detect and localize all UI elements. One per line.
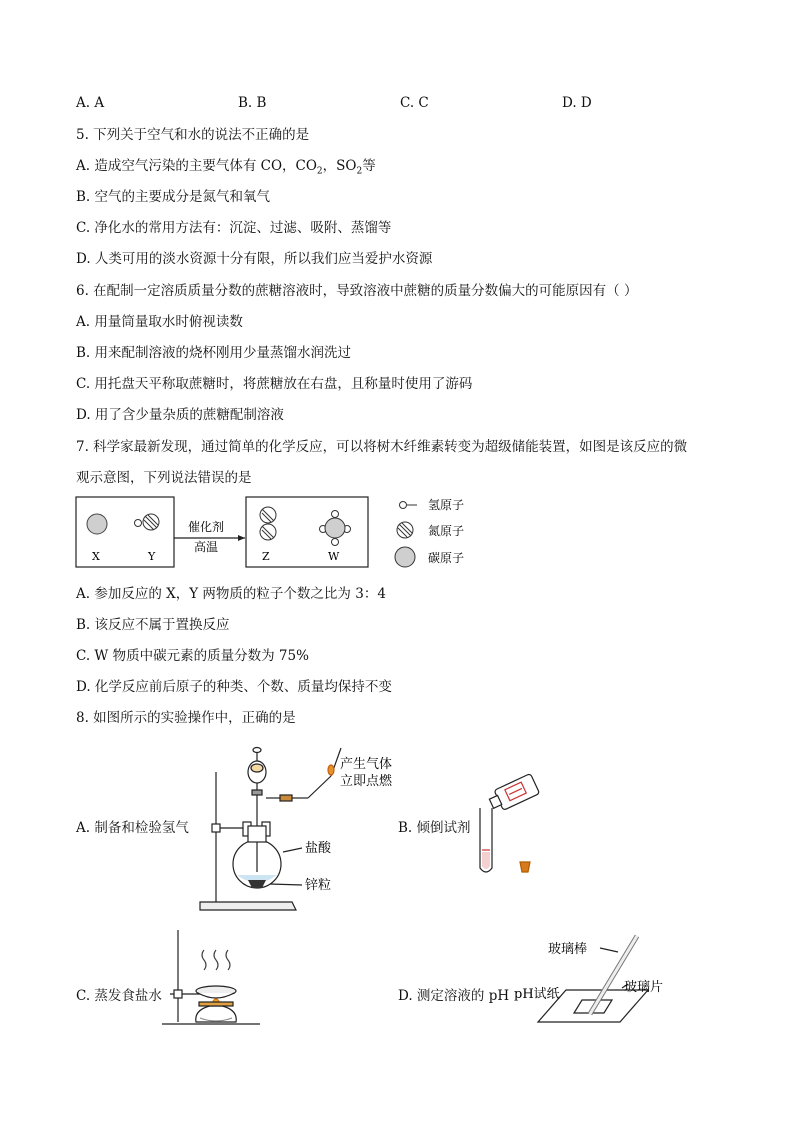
option-d: D. D <box>562 95 592 111</box>
label-glass-plate: 玻璃片 <box>624 980 664 995</box>
label-gas-line1: 产生气体 <box>340 757 393 772</box>
q7-option-b: B. 该反应不属于置换反应 <box>76 617 230 633</box>
svg-text:氢原子: 氢原子 <box>428 498 465 512</box>
q8-option-d: D. 测定溶液的 pH <box>398 988 510 1004</box>
label-x: X <box>92 550 100 563</box>
q5-option-a: A. 造成空气污染的主要气体有 CO，$CO_2$，$SO_2$等 <box>76 158 376 177</box>
q6-option-d: D. 用了含少量杂质的蔗糖配制溶液 <box>76 407 284 423</box>
option-c: C. C <box>400 95 429 111</box>
q7-option-c: C. W 物质中碳元素的质量分数为 75% <box>76 648 309 664</box>
q6-option-a: A. 用量筒量取水时俯视读数 <box>76 314 243 330</box>
option-a: A. A <box>76 95 105 111</box>
q7-stem-line2: 观示意图，下列说法错误的是 <box>76 470 252 486</box>
q5-option-b: B. 空气的主要成分是氮气和氧气 <box>76 189 271 205</box>
q6-option-b: B. 用来配制溶液的烧杯刚用少量蒸馏水润洗过 <box>76 345 352 361</box>
q8-option-a: A. 制备和检验氢气 <box>76 820 189 836</box>
apparatus-c <box>162 930 260 1024</box>
q8-stem: 8. 如图所示的实验操作中，正确的是 <box>76 710 296 726</box>
label-zinc: 锌粒 <box>305 878 332 893</box>
label-w: W <box>328 550 340 563</box>
q8-option-b: B. 倾倒试剂 <box>398 820 471 836</box>
apparatus-b <box>480 773 540 872</box>
q5-stem: 5. 下列关于空气和水的说法不正确的是 <box>76 127 310 143</box>
label-z: Z <box>262 550 270 563</box>
q7-option-d: D. 化学反应前后原子的种类、个数、质量均保持不变 <box>76 679 392 695</box>
label-y: Y <box>148 550 156 563</box>
catalyst-label: 催化剂 <box>188 520 225 534</box>
q5-option-d: D. 人类可用的淡水资源十分有限，所以我们应当爱护水资源 <box>76 251 433 267</box>
q7-stem-line1: 7. 科学家最新发现，通过简单的化学反应，可以将树木纤维素转变为超级储能装置，如图是该反应的微 <box>76 439 688 455</box>
condition-label: 高温 <box>194 540 219 554</box>
q8-option-c: C. 蒸发食盐水 <box>76 988 162 1004</box>
q7-option-a: A. 参加反应的 X，Y 两物质的粒子个数之比为 3：4 <box>76 586 386 602</box>
svg-text:氮原子: 氮原子 <box>428 524 465 538</box>
option-b: B. B <box>238 95 267 111</box>
label-gas-line2: 立即点燃 <box>340 774 393 789</box>
q5-option-c: C. 净化水的常用方法有：沉淀、过滤、吸附、蒸馏等 <box>76 220 392 236</box>
label-glass-rod: 玻璃棒 <box>548 942 588 957</box>
label-ph-paper: pH试纸 <box>514 987 560 1002</box>
label-acid: 盐酸 <box>305 841 332 856</box>
q6-stem: 6. 在配制一定溶质质量分数的蔗糖溶液时，导致溶液中蔗糖的质量分数偏大的可能原因有（ ） <box>76 283 638 299</box>
svg-text:碳原子: 碳原子 <box>428 551 465 565</box>
q6-option-c: C. 用托盘天平称取蔗糖时，将蔗糖放在右盘，且称量时使用了游码 <box>76 376 473 392</box>
